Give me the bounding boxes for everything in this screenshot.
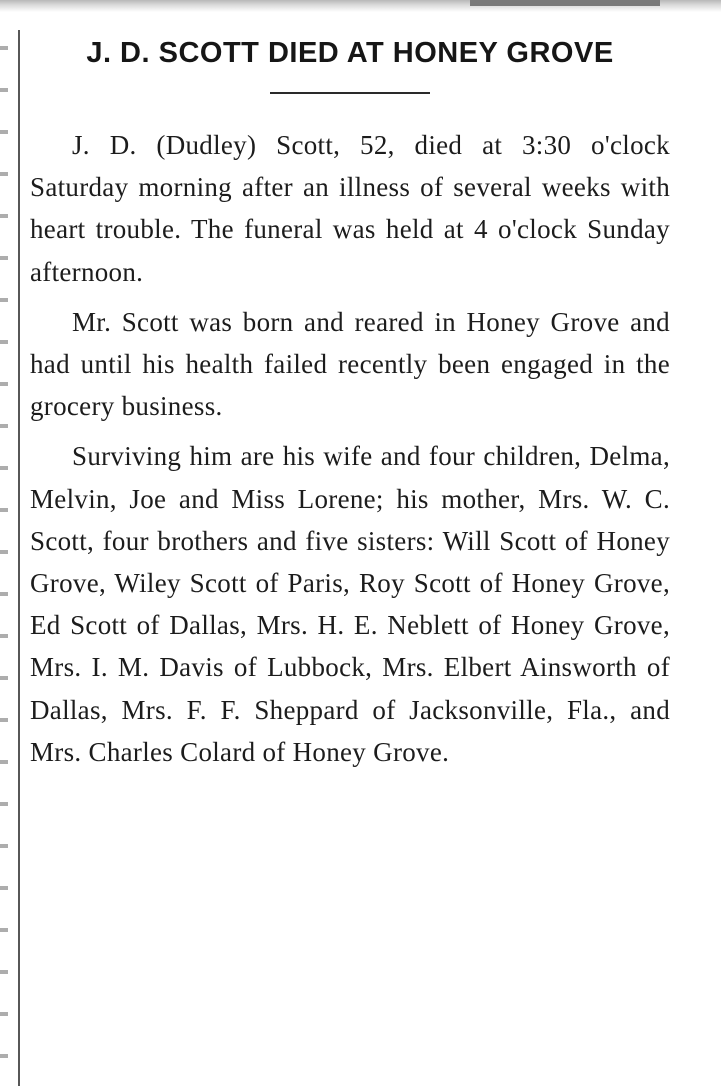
- headline-divider: [270, 92, 430, 94]
- obituary-article: [30, 22, 670, 781]
- column-divider: [18, 30, 20, 1086]
- article-paragraph-1: J. D. (Dudley) Scott, 52, died at 3:30 o'clock Saturday morning after an illness of several weeks with heart trouble. The funeral was held at 4 o'clock Sunday afternoon.: [30, 130, 670, 287]
- adjacent-column-edge: [0, 12, 8, 1086]
- page-top-border-shadow: [470, 0, 660, 6]
- article-paragraph-3: Surviving him are his wife and four children, Delma, Melvin, Joe and Miss Lorene; his mother, Mrs. W. C. Scott, four brothers and five sisters: Will Scott of Honey Grove, Wiley Scott of Paris, Roy Scott of Honey Grove, Ed Scott of Dallas, Mrs. H. E. Neblett of Honey Grove, Mrs. I. M. Davis of Lubbock, Mrs. Elbert Ainsworth of Dallas, Mrs. F. F. Sheppard of Jacksonville, Fla., and Mrs. Charles Colard of Honey Grove.: [30, 441, 670, 767]
- article-headline: J. D. SCOTT DIED AT HONEY GROVE: [86, 37, 614, 69]
- article-paragraph-2: Mr. Scott was born and reared in Honey Grove and had until his health failed recently been engaged in the grocery business.: [30, 306, 670, 422]
